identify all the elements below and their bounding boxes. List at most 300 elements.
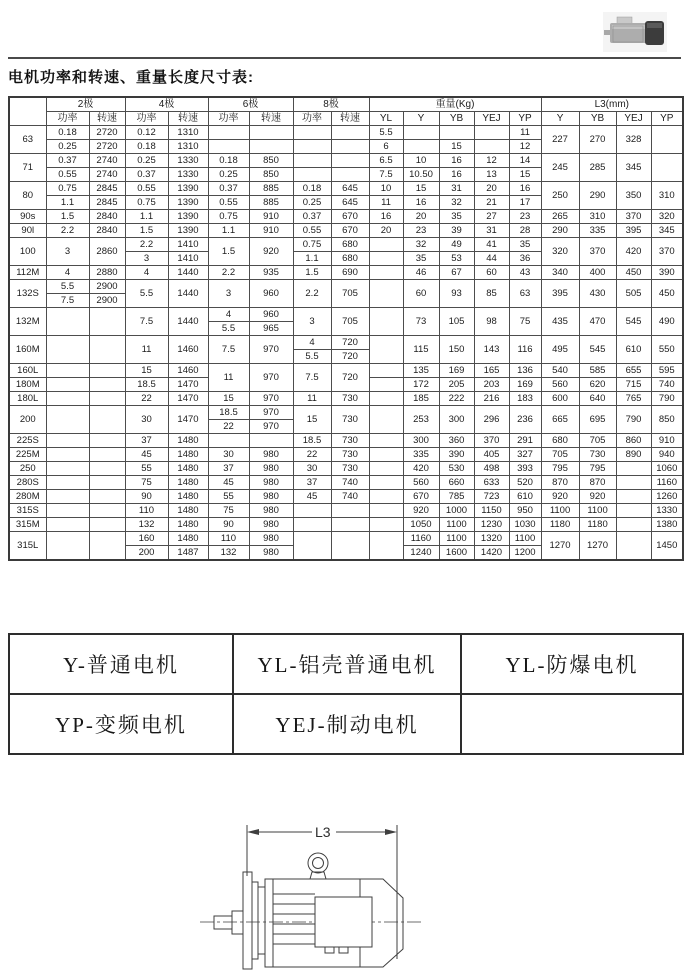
table-cell: 185 [403, 392, 439, 406]
table-cell [369, 406, 403, 434]
table-cell [89, 308, 125, 336]
table-cell: 7.5 [369, 168, 403, 182]
table-cell: 1100 [439, 518, 474, 532]
table-cell: 1050 [403, 518, 439, 532]
table-cell: 1.1 [46, 196, 89, 210]
table-cell: 265 [541, 210, 579, 224]
table-cell: 680 [541, 434, 579, 448]
table-cell: 360 [439, 434, 474, 448]
table-cell: 6.5 [369, 154, 403, 168]
table-cell: 705 [541, 448, 579, 462]
table-cell: 2880 [89, 266, 125, 280]
table-cell [331, 532, 369, 561]
table-row [9, 336, 683, 350]
table-cell [331, 126, 369, 140]
table-row [9, 532, 683, 546]
table-cell: 3 [46, 238, 89, 266]
table-cell: 2840 [89, 210, 125, 224]
table-cell: 1.5 [46, 210, 89, 224]
table-cell: 315S [9, 504, 46, 518]
table-cell: 1390 [168, 224, 208, 238]
table-cell [369, 364, 403, 378]
table-cell: 645 [331, 182, 369, 196]
table-cell: 143 [474, 336, 509, 364]
table-cell: 0.25 [208, 168, 249, 182]
table-cell [46, 448, 89, 462]
motor-spec-table [8, 96, 684, 561]
table-cell: 31 [439, 182, 474, 196]
table-cell: 4 [293, 336, 331, 350]
l3-col-yp-header: YP [651, 112, 683, 126]
table-cell: 1450 [651, 532, 683, 561]
table-cell: 910 [249, 210, 293, 224]
table-cell: 35 [403, 252, 439, 266]
table-cell: 720 [331, 350, 369, 364]
table-cell: 7.5 [46, 294, 89, 308]
table-cell: 935 [249, 266, 293, 280]
table-cell [369, 434, 403, 448]
table-cell: 795 [579, 462, 616, 476]
table-cell: 980 [249, 518, 293, 532]
table-cell: 0.25 [293, 196, 331, 210]
table-cell: 0.18 [46, 126, 89, 140]
table-cell: 370 [651, 238, 683, 266]
table-cell: 910 [651, 434, 683, 448]
table-cell: 18.5 [293, 434, 331, 448]
table-cell [46, 532, 89, 561]
table-cell: 22 [208, 420, 249, 434]
table-cell: 90s [9, 210, 46, 224]
table-cell: 296 [474, 406, 509, 434]
table-cell [46, 364, 89, 378]
table-cell: 495 [541, 336, 579, 364]
table-cell: 45 [293, 490, 331, 504]
table-cell: 205 [439, 378, 474, 392]
table-cell: 12 [474, 154, 509, 168]
table-cell: 73 [403, 308, 439, 336]
table-cell: 1030 [509, 518, 541, 532]
table-cell: 136 [509, 364, 541, 378]
table-cell: 2845 [89, 196, 125, 210]
table-cell: 920 [541, 490, 579, 504]
table-cell: 315L [9, 532, 46, 561]
table-cell: 665 [541, 406, 579, 434]
weight-col-yb-header: YB [439, 112, 474, 126]
table-cell: 55 [125, 462, 168, 476]
table-cell: 60 [403, 280, 439, 308]
table-cell: 720 [331, 364, 369, 392]
table-cell [369, 532, 403, 561]
table-cell: 132 [125, 518, 168, 532]
table-cell: 730 [331, 448, 369, 462]
table-cell [369, 336, 403, 364]
table-cell: 0.18 [125, 140, 168, 154]
table-cell [89, 434, 125, 448]
table-cell [439, 126, 474, 140]
table-cell: 49 [439, 238, 474, 252]
table-cell: 1480 [168, 434, 208, 448]
table-cell: 0.75 [46, 182, 89, 196]
table-cell: 15 [293, 406, 331, 434]
table-cell: 46 [403, 266, 439, 280]
table-cell: 1200 [509, 546, 541, 561]
table-cell: 1440 [168, 266, 208, 280]
table-row [9, 182, 683, 196]
table-cell: 890 [616, 448, 651, 462]
table-cell: 2840 [89, 224, 125, 238]
table-cell: 0.75 [125, 196, 168, 210]
table-cell: 730 [331, 434, 369, 448]
table-cell: 290 [541, 224, 579, 238]
table-cell: 600 [541, 392, 579, 406]
group-header-l3: L3(mm) [541, 97, 683, 112]
table-cell: 291 [509, 434, 541, 448]
table-cell: 370 [616, 210, 651, 224]
table-cell [331, 154, 369, 168]
table-cell [616, 504, 651, 518]
table-row [9, 210, 683, 224]
table-cell: 560 [403, 476, 439, 490]
table-cell: 310 [651, 182, 683, 210]
table-cell [46, 504, 89, 518]
table-cell: 980 [249, 448, 293, 462]
table-cell: 15 [403, 182, 439, 196]
table-cell: 980 [249, 546, 293, 561]
table-cell: 1180 [579, 518, 616, 532]
table-cell: 740 [651, 378, 683, 392]
table-cell [46, 392, 89, 406]
table-cell: 1100 [509, 532, 541, 546]
table-cell: 430 [579, 280, 616, 308]
table-cell: 22 [125, 392, 168, 406]
table-cell [46, 490, 89, 504]
table-cell: 216 [474, 392, 509, 406]
table-cell: 730 [331, 406, 369, 434]
table-cell: 16 [403, 196, 439, 210]
table-cell: 2720 [89, 140, 125, 154]
table-cell [369, 462, 403, 476]
motor-photo-image [603, 12, 667, 52]
table-row [9, 392, 683, 406]
table-cell [616, 462, 651, 476]
table-cell: 390 [439, 448, 474, 462]
table-row [9, 364, 683, 378]
table-cell [331, 140, 369, 154]
motor-drawing [170, 819, 520, 972]
table-cell: 16 [439, 168, 474, 182]
table-cell [369, 238, 403, 252]
table-cell: 1480 [168, 462, 208, 476]
table-cell: 200 [125, 546, 168, 561]
legend-cell-yl-explosionproof: YL-防爆电机 [461, 634, 683, 694]
table-cell: 540 [541, 364, 579, 378]
table-cell: 2.2 [125, 238, 168, 252]
table-cell [46, 378, 89, 392]
table-cell: 1480 [168, 490, 208, 504]
table-cell: 370 [474, 434, 509, 448]
table-cell: 785 [439, 490, 474, 504]
table-cell: 660 [439, 476, 474, 490]
table-cell: 690 [331, 266, 369, 280]
table-cell: 39 [439, 224, 474, 238]
table-cell: 11 [208, 364, 249, 392]
table-cell: 1310 [168, 140, 208, 154]
table-cell: 23 [403, 224, 439, 238]
table-cell: 90 [125, 490, 168, 504]
table-cell: 723 [474, 490, 509, 504]
table-cell: 60 [474, 266, 509, 280]
table-cell: 350 [616, 182, 651, 210]
table-cell: 1480 [168, 476, 208, 490]
table-cell [89, 532, 125, 561]
table-cell: 2900 [89, 294, 125, 308]
table-cell: 6 [369, 140, 403, 154]
table-cell: 2720 [89, 126, 125, 140]
table-cell [46, 336, 89, 364]
table-cell: 63 [9, 126, 46, 154]
table-cell: 1330 [168, 154, 208, 168]
table-cell: 450 [651, 280, 683, 308]
table-cell: 27 [474, 210, 509, 224]
table-cell: 2900 [89, 280, 125, 294]
power-column-header: 功率 [46, 112, 89, 126]
table-cell: 1470 [168, 392, 208, 406]
table-cell: 0.37 [293, 210, 331, 224]
table-cell: 1330 [168, 168, 208, 182]
table-cell: 0.37 [46, 154, 89, 168]
table-cell: 1330 [651, 504, 683, 518]
table-row [9, 434, 683, 448]
table-cell: 1270 [541, 532, 579, 561]
table-cell: 37 [208, 462, 249, 476]
table-cell: 520 [509, 476, 541, 490]
table-cell: 1600 [439, 546, 474, 561]
table-cell: 1390 [168, 196, 208, 210]
table-cell [89, 490, 125, 504]
table-cell: 7.5 [125, 308, 168, 336]
table-cell: 12 [509, 140, 541, 154]
table-cell: 335 [403, 448, 439, 462]
weight-col-yl-header: YL [369, 112, 403, 126]
table-cell: 63 [509, 280, 541, 308]
table-cell: 245 [541, 154, 579, 182]
group-header-weight: 重量(Kg) [369, 97, 541, 112]
table-cell [474, 126, 509, 140]
table-cell: 5.5 [208, 322, 249, 336]
table-cell: 14 [509, 154, 541, 168]
table-cell: 720 [331, 336, 369, 350]
table-cell: 253 [403, 406, 439, 434]
table-cell: 435 [541, 308, 579, 336]
table-cell: 30 [208, 448, 249, 462]
table-cell [89, 476, 125, 490]
table-cell: 980 [249, 490, 293, 504]
table-row [9, 476, 683, 490]
table-cell: 80 [9, 182, 46, 210]
table-cell [46, 518, 89, 532]
table-cell: 1160 [651, 476, 683, 490]
table-cell: 75 [125, 476, 168, 490]
table-cell: 37 [293, 476, 331, 490]
table-cell: 498 [474, 462, 509, 476]
table-cell: 250 [9, 462, 46, 476]
table-cell: 1470 [168, 406, 208, 434]
legend-cell-yl: YL-铝壳普通电机 [233, 634, 461, 694]
table-cell: 1.5 [293, 266, 331, 280]
table-cell: 16 [509, 182, 541, 196]
table-cell: 270 [579, 126, 616, 154]
table-cell: 160 [125, 532, 168, 546]
table-cell: 67 [439, 266, 474, 280]
table-cell [369, 280, 403, 308]
table-cell: 1060 [651, 462, 683, 476]
table-cell: 5.5 [46, 280, 89, 294]
table-cell [369, 490, 403, 504]
table-cell [616, 532, 651, 561]
table-cell: 850 [249, 154, 293, 168]
table-cell [331, 518, 369, 532]
table-cell: 0.75 [293, 238, 331, 252]
table-cell: 36 [509, 252, 541, 266]
table-cell: 1310 [168, 126, 208, 140]
table-cell: 585 [579, 364, 616, 378]
table-cell [46, 308, 89, 336]
table-cell: 5.5 [293, 350, 331, 364]
table-cell [89, 518, 125, 532]
table-cell: 160L [9, 364, 46, 378]
table-cell: 0.55 [125, 182, 168, 196]
table-cell: 0.12 [125, 126, 168, 140]
table-row [9, 406, 683, 420]
table-cell: 1160 [403, 532, 439, 546]
table-cell: 610 [509, 490, 541, 504]
table-cell [89, 462, 125, 476]
table-cell: 285 [579, 154, 616, 182]
table-cell: 35 [509, 238, 541, 252]
table-cell: 390 [651, 266, 683, 280]
table-row [9, 448, 683, 462]
table-cell: 98 [474, 308, 509, 336]
table-cell: 71 [9, 154, 46, 182]
table-cell: 2845 [89, 182, 125, 196]
table-cell: 1260 [651, 490, 683, 504]
table-cell: 53 [439, 252, 474, 266]
table-cell: 37 [125, 434, 168, 448]
table-cell: 490 [651, 308, 683, 336]
table-cell [293, 168, 331, 182]
table-cell: 90l [9, 224, 46, 238]
table-cell: 645 [331, 196, 369, 210]
table-cell: 970 [249, 406, 293, 420]
table-cell: 765 [616, 392, 651, 406]
table-cell: 32 [403, 238, 439, 252]
table-cell: 300 [439, 406, 474, 434]
legend-table [8, 633, 684, 755]
table-cell: 420 [403, 462, 439, 476]
table-cell: 43 [509, 266, 541, 280]
table-cell [89, 336, 125, 364]
table-cell: 15 [509, 168, 541, 182]
table-cell: 1320 [474, 532, 509, 546]
table-cell: 41 [474, 238, 509, 252]
table-cell: 4 [125, 266, 168, 280]
table-cell: 11 [125, 336, 168, 364]
table-cell: 300 [403, 434, 439, 448]
table-cell: 2.2 [46, 224, 89, 238]
table-cell: 22 [293, 448, 331, 462]
table-cell: 705 [331, 308, 369, 336]
table-cell: 132S [9, 280, 46, 308]
table-cell [46, 476, 89, 490]
table-cell: 110 [208, 532, 249, 546]
table-cell: 910 [249, 224, 293, 238]
table-cell [369, 504, 403, 518]
table-cell: 105 [439, 308, 474, 336]
table-cell: 183 [509, 392, 541, 406]
table-cell: 116 [509, 336, 541, 364]
group-header-4pole: 4极 [125, 97, 208, 112]
table-cell: 1460 [168, 364, 208, 378]
table-cell: 920 [579, 490, 616, 504]
table-cell: 0.25 [125, 154, 168, 168]
table-cell: 335 [579, 224, 616, 238]
table-cell: 885 [249, 196, 293, 210]
l3-col-yej-header: YEJ [616, 112, 651, 126]
table-cell: 1000 [439, 504, 474, 518]
table-cell: 970 [249, 392, 293, 406]
table-cell: 11 [509, 126, 541, 140]
table-cell: 35 [439, 210, 474, 224]
table-cell: 1.1 [125, 210, 168, 224]
table-cell [249, 434, 293, 448]
table-cell: 2860 [89, 238, 125, 266]
table-cell: 320 [541, 238, 579, 266]
table-cell: 328 [616, 126, 651, 154]
table-cell [293, 154, 331, 168]
table-cell: 1.1 [208, 224, 249, 238]
table-cell: 860 [616, 434, 651, 448]
table-cell: 1420 [474, 546, 509, 561]
table-cell: 940 [651, 448, 683, 462]
table-cell [89, 378, 125, 392]
table-cell: 55 [208, 490, 249, 504]
table-cell: 370 [579, 238, 616, 266]
table-cell: 1150 [474, 504, 509, 518]
table-cell: 960 [249, 280, 293, 308]
table-cell [208, 140, 249, 154]
table-cell [293, 532, 331, 561]
table-cell [293, 518, 331, 532]
table-cell: 320 [651, 210, 683, 224]
table-cell: 1480 [168, 532, 208, 546]
table-cell: 715 [616, 378, 651, 392]
table-cell: 1410 [168, 252, 208, 266]
table-cell: 633 [474, 476, 509, 490]
table-cell: 4 [208, 308, 249, 322]
table-cell: 680 [331, 238, 369, 252]
table-cell: 1487 [168, 546, 208, 561]
table-cell [89, 406, 125, 434]
table-cell: 680 [331, 252, 369, 266]
speed-column-header: 转速 [249, 112, 293, 126]
power-column-header: 功率 [208, 112, 249, 126]
table-cell: 180L [9, 392, 46, 406]
table-cell: 740 [331, 490, 369, 504]
table-cell: 545 [579, 336, 616, 364]
table-cell: 790 [651, 392, 683, 406]
table-row [9, 224, 683, 238]
table-row [9, 266, 683, 280]
